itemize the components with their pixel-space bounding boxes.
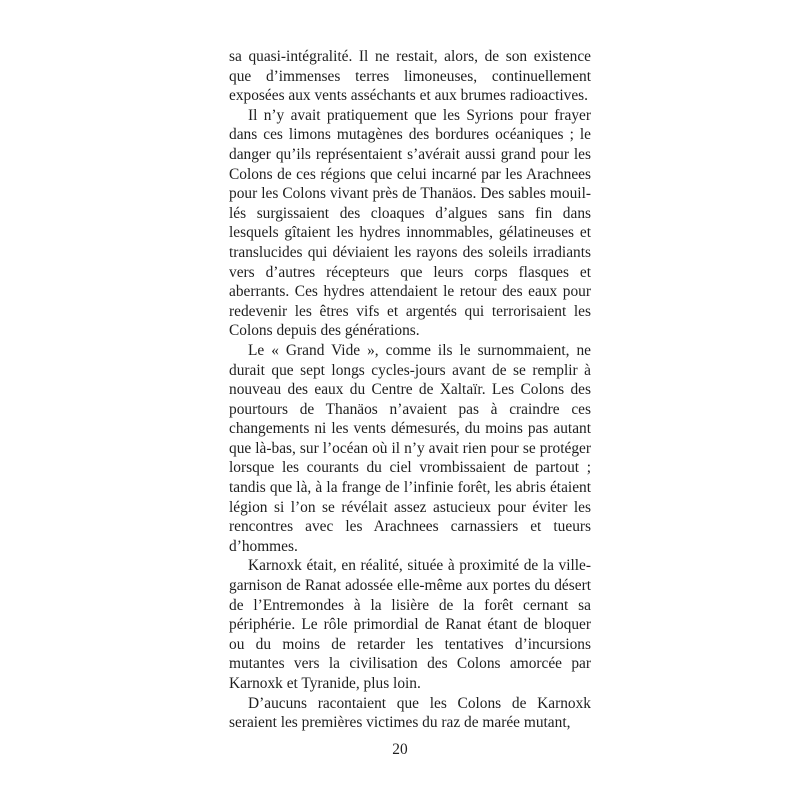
body-text [229,47,591,733]
paragraph: Il n’y avait pratiquement que les Syrions pour frayer dans ces limons mutagènes des bordures océaniques ; le danger qu’ils représentaient s’avérait aussi grand pour les Colons de ces régions que celui incarné par les Arachnees pour les Colons vivant près de Thanäos. Des sables mouillés surgissaient des cloaques d’algues sans fin dans lesquels gîtaient les hydres innommables, gélatineuses et translucides qui déviaient les rayons des soleils irradiants vers d’autres récepteurs que leurs corps flasques et aberrants. Ces hydres attendaient le retour des eaux pour redevenir les êtres vifs et argentés qui terrorisaient les Colons depuis des générations. [229,106,591,340]
paragraph: Karnoxk était, en réalité, située à proximité de la ville-garnison de Ranat adossée elle-même aux portes du désert de l’Entremondes à la lisière de la forêt cernant sa périphérie. Le rôle primordial de Ranat étant de bloquer ou du moins de retarder les tentatives d’incursions mutantes vers la civilisation des Colons amorcée par Karnoxk et Tyranide, plus loin. [229,557,591,692]
paragraph: sa quasi-intégralité. Il ne restait, alors, de son existence que d’immenses terres limoneuses, continuellement exposées aux vents asséchants et aux brumes radioactives. [229,48,591,105]
page-number: 20 [392,741,408,758]
paragraph: Le « Grand Vide », comme ils le surnommaient, ne durait que sept longs cycles-jours avant de se remplir à nouveau des eaux du Centre de Xaltaïr. Les Colons des pourtours de Thanäos n’avaient pas à craindre ces changements ni les vents démesurés, du moins pas autant que là-bas, sur l’océan où il n’y avait rien pour se protéger lorsque les courants du ciel vrombissaient de partout ; tandis que là, à la frange de l’infinie forêt, les abris étaient légion si l’on se révélait assez astucieux pour éviter les rencontres avec les Arachnees carnassiers et tueurs d’hommes. [229,341,591,555]
paragraph: D’aucuns racontaient que les Colons de Karnoxk seraient les premières victimes du raz de marée mutant, [229,694,591,732]
